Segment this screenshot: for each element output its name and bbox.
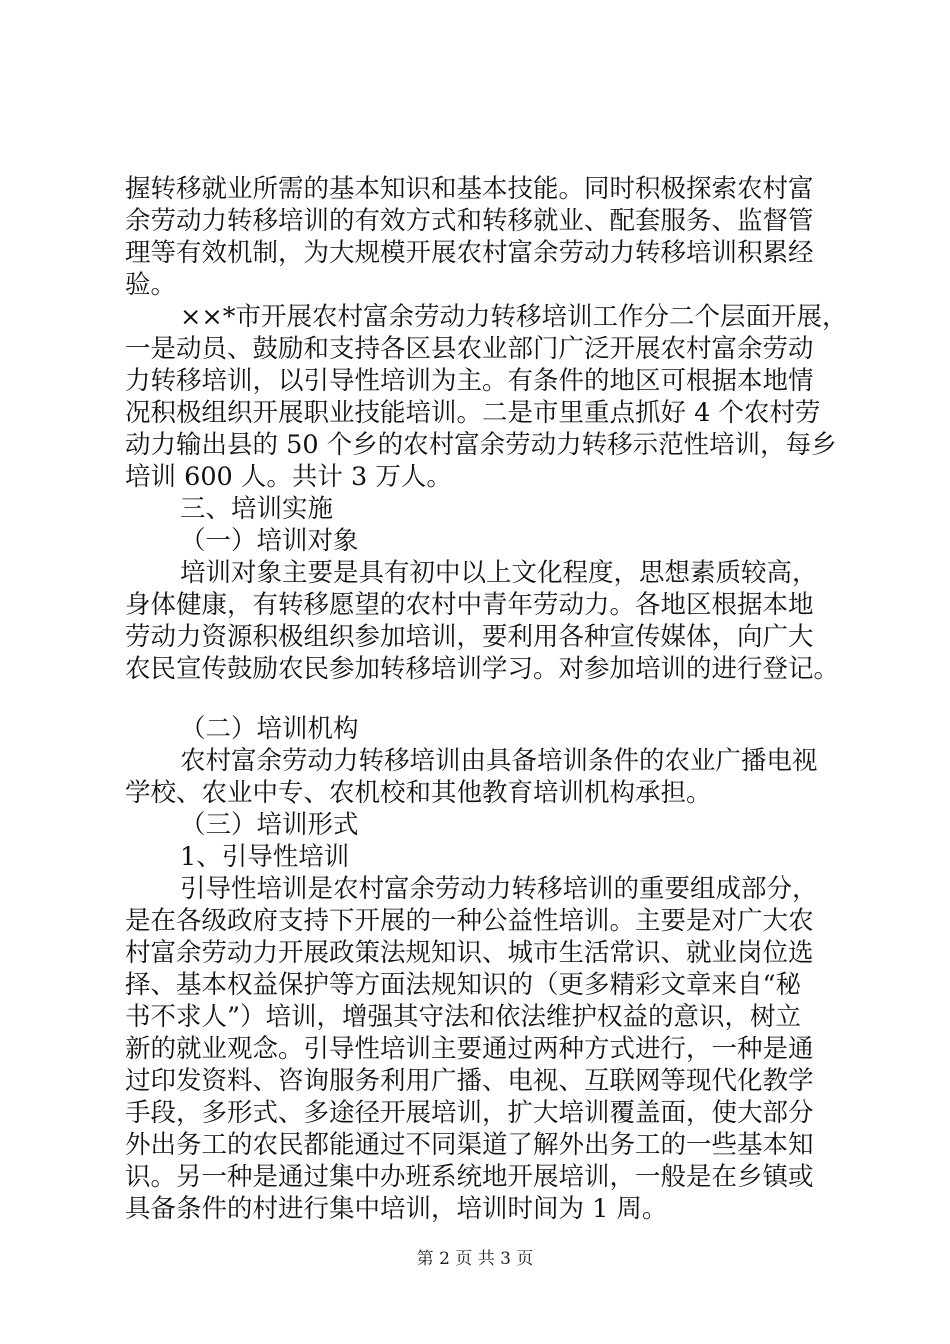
paragraph-line: 农民宣传鼓励农民参加转移培训学习。对参加培训的进行登记。: [125, 654, 840, 684]
page-footer: 第 2 页 共 3 页: [416, 1249, 534, 1269]
paragraph-line: 村富余劳动力开展政策法规知识、城市生活常识、就业岗位选: [125, 938, 814, 968]
paragraph-line: 余劳动力转移培训的有效方式和转移就业、配套服务、监督管: [125, 206, 814, 236]
paragraph-line: 劳动力资源积极组织参加培训，要利用各种宣传媒体，向广大: [125, 622, 814, 652]
paragraph-line: 择、基本权益保护等方面法规知识的（更多精彩文章来自“秘: [125, 970, 802, 1000]
paragraph-line: 理等有效机制，为大规模开展农村富余劳动力转移培训积累经: [125, 238, 814, 268]
paragraph-line: 农村富余劳动力转移培训由具备培训条件的农业广播电视: [180, 746, 818, 776]
paragraph-line: 是在各级政府支持下开展的一种公益性培训。主要是对广大农: [125, 906, 814, 936]
paragraph-line: ××*市开展农村富余劳动力转移培训工作分二个层面开展，: [180, 302, 848, 332]
paragraph-line: 具备条件的村进行集中培训，培训时间为 1 周。: [125, 1194, 668, 1224]
paragraph-line: 握转移就业所需的基本知识和基本技能。同时积极探索农村富: [125, 174, 814, 204]
subsection-heading: （二）培训机构: [180, 714, 359, 744]
paragraph-line: 验。: [125, 270, 177, 300]
paragraph-line: 书不求人”）培训，增强其守法和依法维护权益的意识，树立: [125, 1002, 802, 1032]
subsection-heading: （一）培训对象: [180, 526, 359, 556]
paragraph-line: 培训 600 人。共计 3 万人。: [125, 462, 452, 492]
paragraph-line: 识。另一种是通过集中办班系统地开展培训，一般是在乡镇或: [125, 1162, 814, 1192]
paragraph-line: 手段，多形式、多途径开展培训，扩大培训覆盖面，使大部分: [125, 1098, 814, 1128]
subsection-heading: 1、引导性培训: [180, 842, 350, 872]
paragraph-line: 过印发资料、咨询服务利用广播、电视、互联网等现代化教学: [125, 1066, 814, 1096]
paragraph-line: 外出务工的农民都能通过不同渠道了解外出务工的一些基本知: [125, 1130, 814, 1160]
subsection-heading: （三）培训形式: [180, 810, 359, 840]
paragraph-line: 引导性培训是农村富余劳动力转移培训的重要组成部分，: [180, 874, 818, 904]
paragraph-line: 新的就业观念。引导性培训主要通过两种方式进行，一种是通: [125, 1034, 814, 1064]
paragraph-line: 动力输出县的 50 个乡的农村富余劳动力转移示范性培训，每乡: [125, 430, 837, 460]
paragraph-line: 况积极组织开展职业技能培训。二是市里重点抓好 4 个农村劳: [125, 398, 821, 428]
section-heading: 三、培训实施: [180, 494, 334, 524]
paragraph-line: 培训对象主要是具有初中以上文化程度，思想素质较高，: [180, 558, 818, 588]
paragraph-line: 学校、农业中专、农机校和其他教育培训机构承担。: [125, 778, 712, 808]
paragraph-line: 身体健康，有转移愿望的农村中青年劳动力。各地区根据本地: [125, 590, 814, 620]
paragraph-line: 力转移培训，以引导性培训为主。有条件的地区可根据本地情: [125, 366, 814, 396]
paragraph-line: 一是动员、鼓励和支持各区县农业部门广泛开展农村富余劳动: [125, 334, 814, 364]
